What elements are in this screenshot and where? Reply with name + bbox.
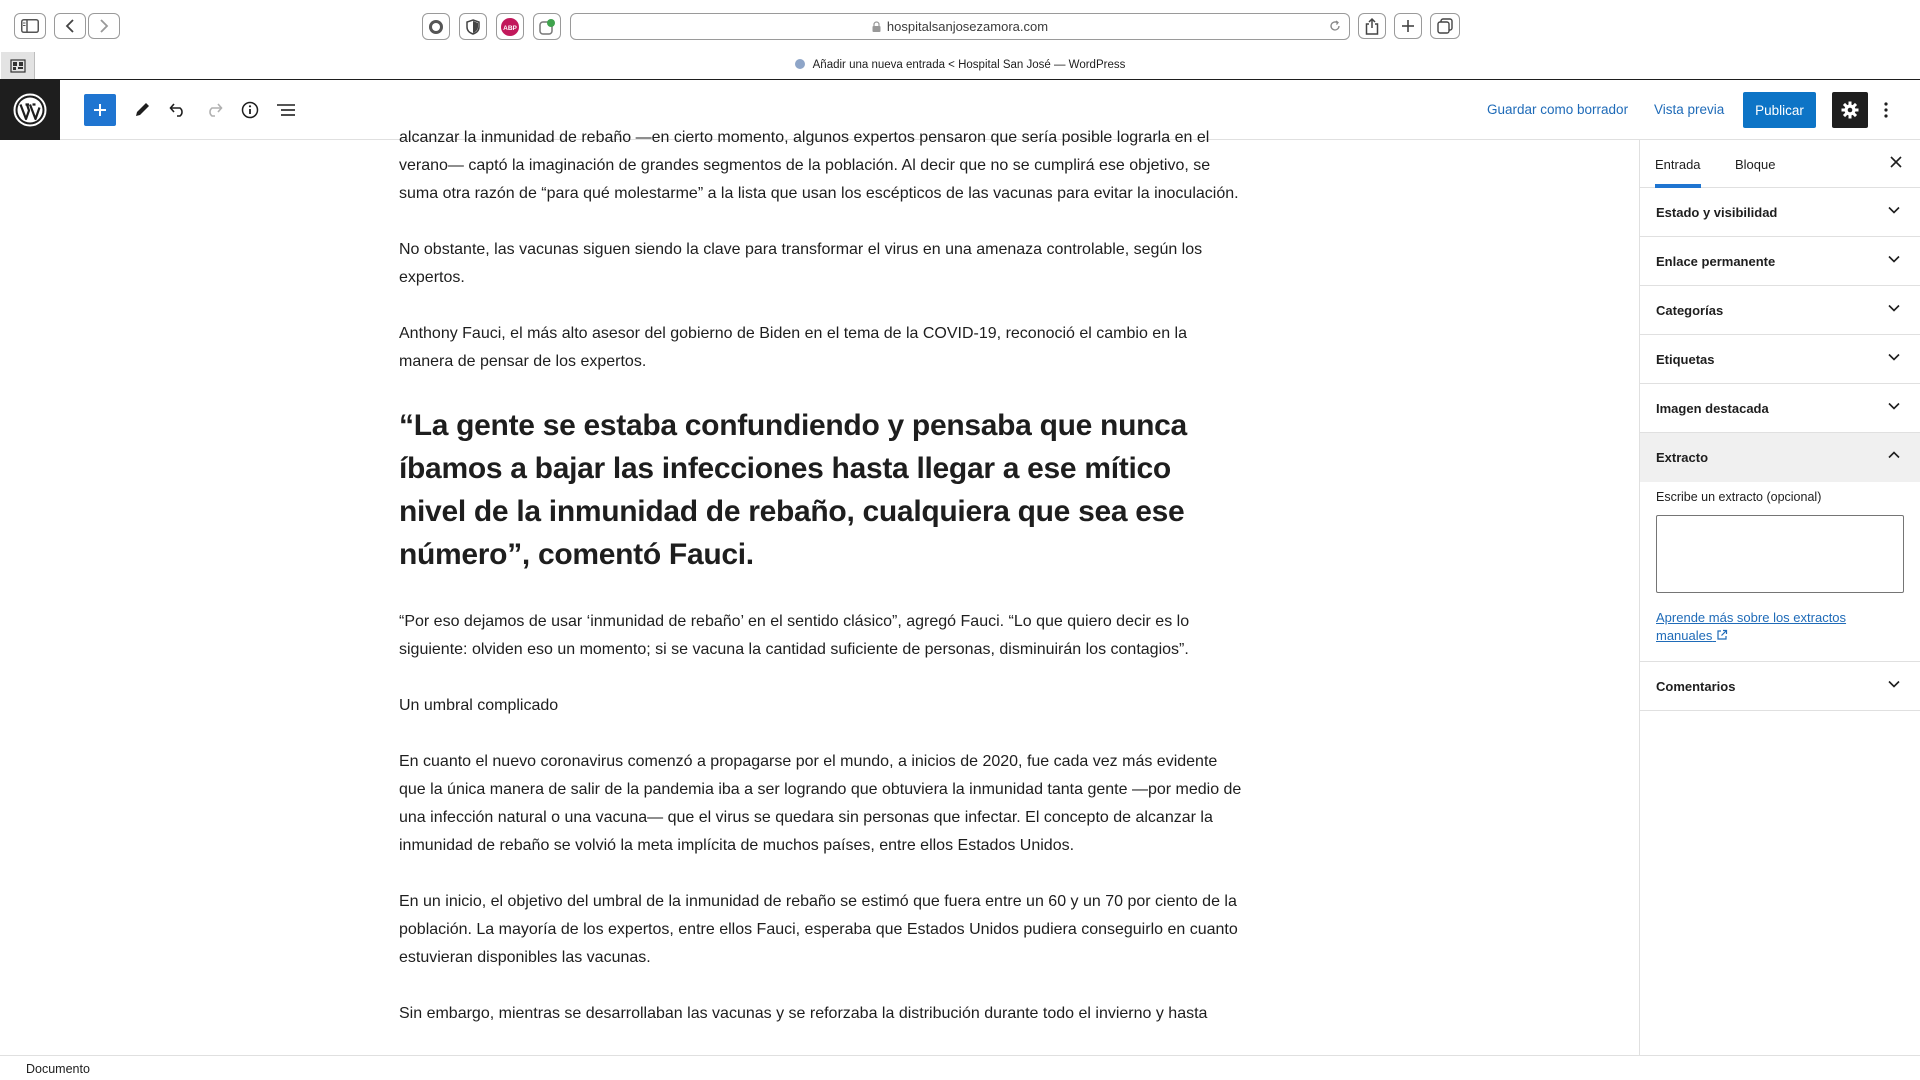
paragraph-block[interactable]: No obstante, las vacunas siguen siendo la clave para transformar el virus en una amenaza controlable, según los expertos.: [399, 241, 1203, 286]
more-vertical-icon: [1884, 102, 1888, 118]
paragraph-block[interactable]: En cuanto el nuevo coronavirus comenzó a propagarse por el mundo, a inicios de 2020, fue cada vez más evidente que la única manera de salir de la pandemia iba a ser logrando que obtuviera la inmunidad tanta gente —por medio de una infección natural o una vacuna— que el virus se quedara sin personas que infectar. El concepto de alcanzar la inmunidad de rebaño se volvió la meta implícita de muchos países, entre ellos Estados Unidos.: [399, 753, 1242, 854]
share-button[interactable]: [1358, 13, 1386, 39]
paragraph-block[interactable]: En un inicio, el objetivo del umbral de la inmunidad de rebaño se estimó que fuera entre un 60 y un 70 por ciento de la población. La mayoría de los expertos, entre ellos Fauci, esperaba que Estados Unidos pudiera conseguirlo en cuanto estuvieran disponibles las vacunas.: [399, 893, 1238, 966]
chevron-down-icon: [1888, 680, 1900, 688]
options-button[interactable]: [1876, 96, 1896, 124]
excerpt-help-link[interactable]: [1656, 609, 1886, 645]
chevron-down-icon: [1888, 402, 1900, 410]
panel-title: Imagen destacada: [1656, 400, 1769, 416]
gear-icon: [1841, 101, 1859, 119]
panel-title: Extracto: [1656, 450, 1709, 465]
sidebar-tabs: [1640, 140, 1920, 188]
back-button[interactable]: [54, 13, 86, 39]
forward-button[interactable]: [88, 13, 120, 39]
svg-text:ABP: ABP: [503, 24, 517, 32]
panel-status-visibility[interactable]: [1640, 188, 1920, 237]
active-tab[interactable]: [0, 59, 1920, 71]
panel-title: Enlace permanente: [1656, 253, 1776, 269]
panel-title: Categorías: [1656, 302, 1724, 318]
panel-featured-image[interactable]: [1640, 384, 1920, 433]
close-icon: [1890, 156, 1902, 168]
undo-button[interactable]: [164, 96, 192, 124]
adblock-extension[interactable]: [496, 13, 524, 40]
panel-categories[interactable]: [1640, 286, 1920, 335]
publish-button[interactable]: Publicar: [1743, 92, 1816, 128]
editor-canvas[interactable]: [0, 129, 1639, 1055]
paragraph-block[interactable]: Sin embargo, mientras se desarrollaban las vacunas y se reforzaba la distribución durante todo el invierno y hasta: [399, 1005, 1208, 1022]
extension-button[interactable]: [533, 13, 561, 40]
tools-button[interactable]: [128, 96, 156, 124]
details-button[interactable]: [236, 96, 264, 124]
list-view-icon: [276, 103, 296, 117]
adblock-icon: [500, 17, 520, 37]
panel-tags[interactable]: [1640, 335, 1920, 384]
breadcrumb-document[interactable]: Documento: [26, 1062, 90, 1076]
tab-post[interactable]: Entrada: [1655, 140, 1701, 188]
heading-block[interactable]: “La gente se estaba confundiendo y pensaba que nunca íbamos a bajar las infecciones hasta llegar a ese mítico nivel de la inmunidad de rebaño, cualquiera que sea ese número”, comentó Fauci.: [399, 409, 1187, 571]
info-icon: [241, 101, 259, 119]
share-icon: [1365, 18, 1379, 35]
new-tab-button[interactable]: [1394, 13, 1422, 39]
block-breadcrumb-bar: [0, 1055, 1920, 1080]
tabs-overview-button[interactable]: [1430, 13, 1460, 39]
paragraph-block[interactable]: Un umbral complicado: [399, 697, 559, 714]
panel-permalink[interactable]: [1640, 237, 1920, 286]
close-sidebar-button[interactable]: [1890, 155, 1902, 173]
panel-excerpt[interactable]: [1640, 433, 1920, 482]
post-content[interactable]: [399, 124, 1242, 1056]
extension-icon: [538, 18, 556, 36]
tab-title-text: Añadir una nueva entrada < Hospital San José — WordPress: [812, 59, 1126, 71]
chevron-down-icon: [1888, 206, 1900, 214]
forward-icon: [99, 19, 109, 33]
reload-icon[interactable]: [1329, 20, 1341, 32]
save-draft-button[interactable]: Guardar como borrador: [1487, 102, 1629, 117]
redo-icon: [205, 103, 223, 117]
privacy-extension[interactable]: [422, 13, 450, 40]
excerpt-label: Escribe un extracto (opcional): [1656, 490, 1822, 504]
pencil-icon: [133, 101, 151, 119]
chevron-up-icon: [1888, 451, 1900, 459]
address-text: hospitalsanjosezamora.com: [886, 19, 1049, 34]
wordpress-logo-button[interactable]: [0, 80, 60, 140]
shield-icon: [466, 19, 480, 35]
lock-icon: [872, 21, 881, 32]
chevron-down-icon: [1888, 304, 1900, 312]
paragraph-block[interactable]: “Por eso dejamos de usar ‘inmunidad de rebaño’ en el sentido clásico”, agregó Fauci. “Lo que quiero decir es lo siguiente: olviden eso un momento; si se vacuna la cantidad suficiente de personas, disminuirán los contagios”.: [399, 613, 1190, 658]
sidebar-toggle-button[interactable]: [14, 13, 46, 39]
excerpt-help-link-text: Aprende más sobre los extractos manuales: [1656, 610, 1847, 643]
back-icon: [65, 19, 75, 33]
settings-button[interactable]: [1832, 92, 1868, 128]
panel-title: Comentarios: [1656, 678, 1736, 694]
privacy-icon: [428, 19, 444, 35]
paragraph-block[interactable]: alcanzar la inmunidad de rebaño —en cierto momento, algunos expertos pensaron que sería posible lograrla en el verano— captó la imaginación de grandes segmentos de la población. Al decir que no se cumplirá ese objetivo, se suma otra razón de “para qué molestarme” a la lista que usan los escépticos de las vacunas para evitar la inoculación.: [399, 129, 1239, 202]
add-block-button[interactable]: [84, 94, 116, 126]
list-view-button[interactable]: [272, 96, 300, 124]
address-bar[interactable]: [570, 13, 1350, 40]
excerpt-panel-body: [1640, 482, 1920, 662]
favicon-icon: [795, 59, 805, 69]
shield-extension[interactable]: [459, 13, 487, 40]
tabs-overview-icon: [1437, 18, 1453, 34]
chevron-down-icon: [1888, 255, 1900, 263]
external-link-icon: [1716, 629, 1728, 641]
paragraph-block[interactable]: Anthony Fauci, el más alto asesor del gobierno de Biden en el tema de la COVID-19, reconoció el cambio en la manera de pensar de los expertos.: [399, 325, 1187, 370]
plus-icon: [93, 103, 107, 117]
panel-title: Etiquetas: [1656, 351, 1715, 367]
new-tab-icon: [1401, 19, 1415, 33]
wordpress-logo-icon: [13, 93, 47, 127]
browser-toolbar: [0, 0, 1920, 52]
preview-button[interactable]: Vista previa: [1654, 102, 1725, 117]
excerpt-textarea[interactable]: [1656, 515, 1904, 593]
chevron-down-icon: [1888, 353, 1900, 361]
redo-button[interactable]: [200, 96, 228, 124]
qr-code-icon: [10, 59, 26, 73]
tab-block[interactable]: Bloque: [1735, 156, 1776, 172]
pinned-tab[interactable]: [1, 52, 35, 79]
tab-bar: [0, 52, 1920, 80]
panel-comments[interactable]: [1640, 662, 1920, 711]
undo-icon: [169, 103, 187, 117]
sidebar-toggle-icon: [21, 19, 39, 33]
settings-sidebar: [1639, 140, 1920, 1055]
panel-title: Estado y visibilidad: [1656, 204, 1778, 220]
